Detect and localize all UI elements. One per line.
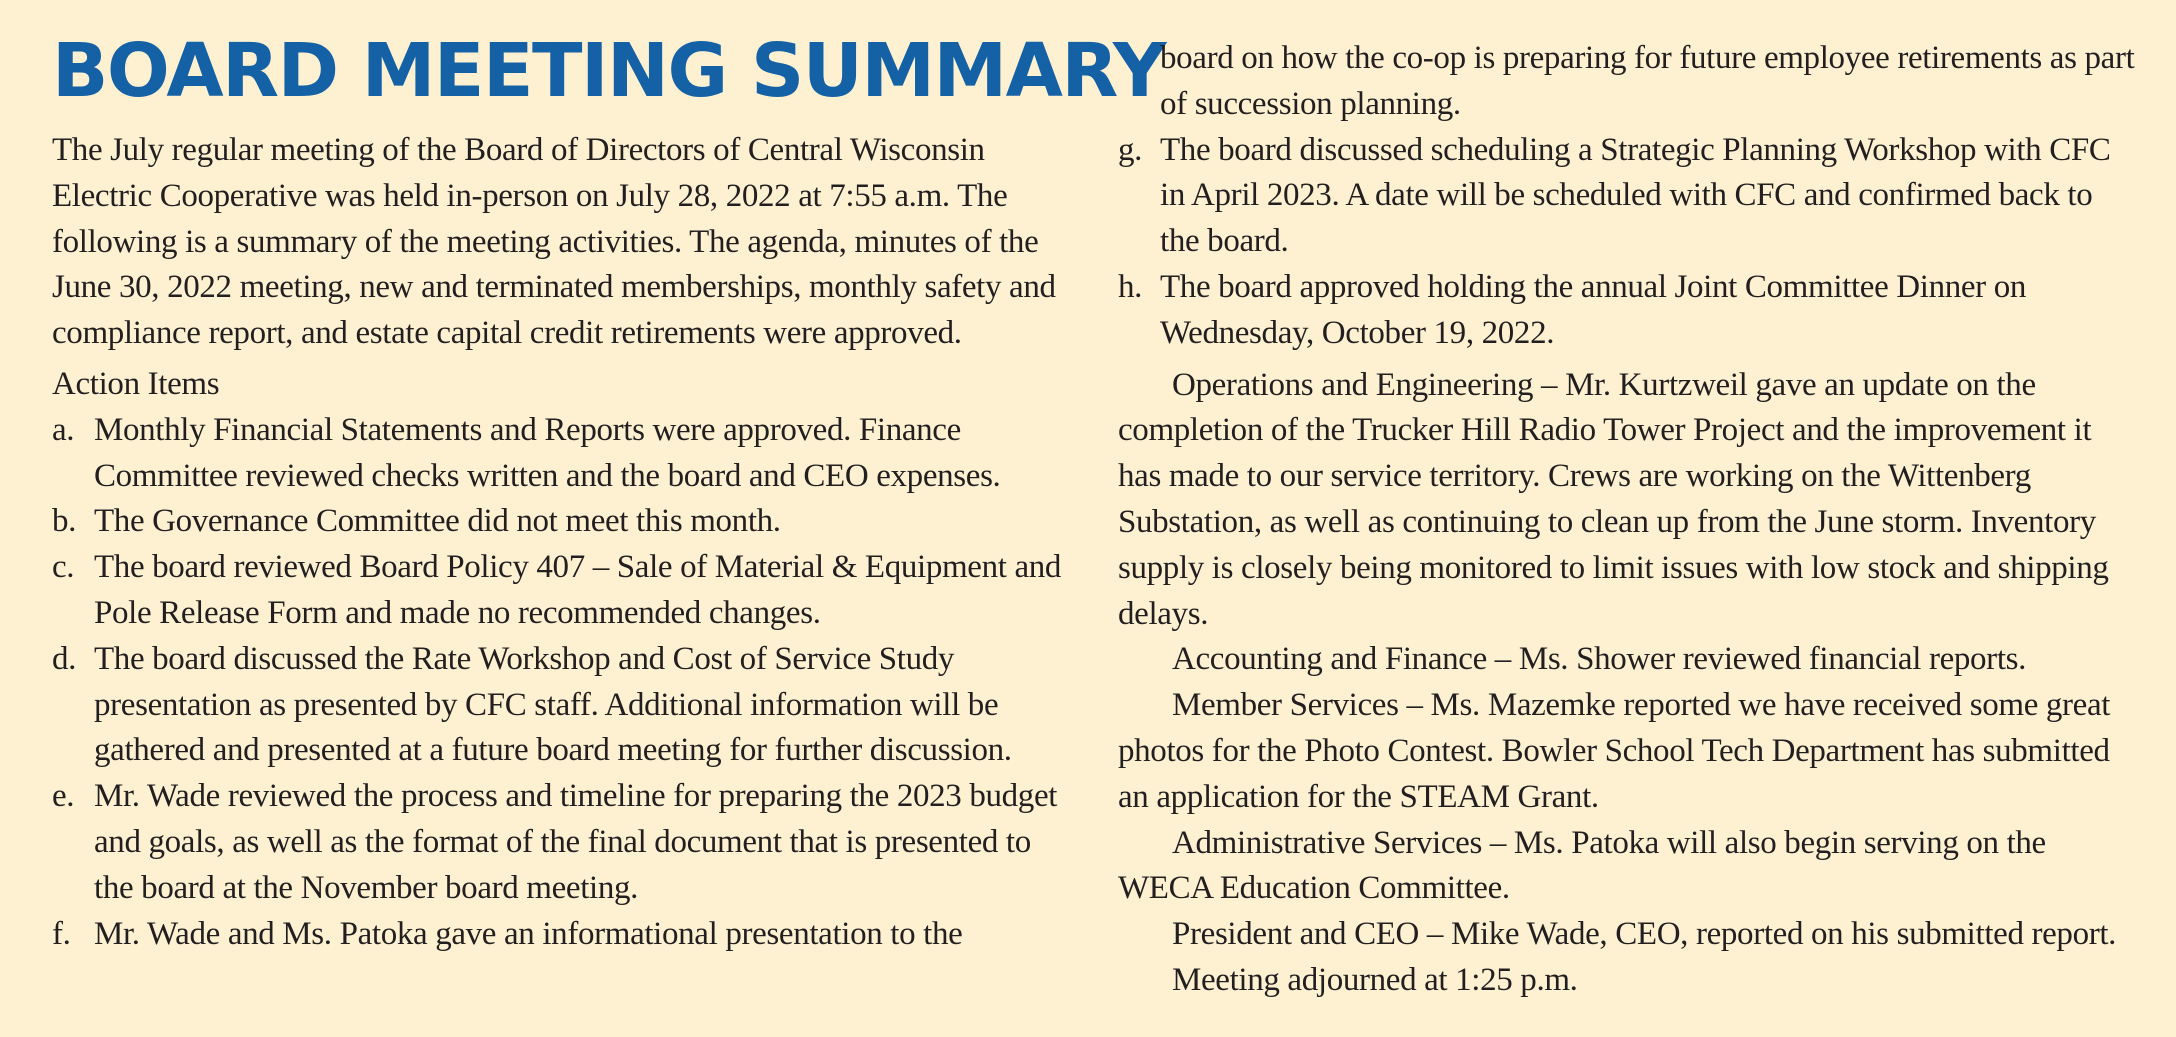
action-item-d [52,637,1072,774]
report-president-ceo: President and CEO – Mike Wade, CEO, reported on his submitted report. [1172,916,2117,953]
item-letter: b. [52,503,77,540]
action-item-g [1118,128,2138,265]
report-administrative: Administrative Services – Ms. Patoka will also begin serving on the WECA Education Committee. [1118,824,2046,907]
right-column [1118,0,2138,1004]
intro-paragraph: The July regular meeting of the Board of Directors of Central Wisconsin Electric Cooperative was held in-person on July 28, 2022 at 7:55 a.m. The following is a summary of the meeting activities. The agenda, minutes of the June 30, 2022 meeting, new and terminated memberships, monthly safety and compliance report, and estate capital credit retirements were approved. [52,132,1056,352]
report-operations: Operations and Engineering – Mr. Kurtzweil gave an update on the completion of the Trucker Hill Radio Tower Project and the improvement it has made to our service territory. Crews are working on the Wittenberg Substation, as well as continuing to clean up from the June storm. Inventory supply is closely being monitored to limit issues with low stock and shipping delays. [1118,366,2109,632]
item-text: The board discussed scheduling a Strategic Planning Workshop with CFC in April 2023. A date will be scheduled with CFC and confirmed back to the board. [1160,131,2111,260]
page-title: BOARD MEETING SUMMARY [52,28,1165,114]
item-text: The board discussed the Rate Workshop and Cost of Service Study presentation as presented by CFC staff. Additional information will be gathered and presented at a future board meeting for further discussion. [94,640,1012,769]
report-accounting: Accounting and Finance – Ms. Shower reviewed financial reports. [1172,641,2027,678]
action-item-c [52,545,1072,637]
item-letter: f. [52,915,71,952]
left-column [52,0,1165,957]
item-text: Mr. Wade and Ms. Patoka gave an informational presentation to the [94,915,963,952]
action-item-h [1118,265,2138,357]
action-item-a [52,408,1072,500]
item-text: The board reviewed Board Policy 407 – Sale of Material & Equipment and Pole Release Form and made no recommended changes. [94,549,1062,631]
item-letter: d. [52,640,77,677]
department-reports [1118,363,2138,1004]
item-letter: g. [1118,131,1143,168]
report-member-services: Member Services – Ms. Mazemke reported we have received some great photos for the Photo Contest. Bowler School Tech Department has submitted an application for the STEAM Grant. [1118,687,2111,815]
meeting-adjourned: Meeting adjourned at 1:25 p.m. [1172,961,1578,998]
item-text: The Governance Committee did not meet this month. [94,503,781,540]
action-item-e [52,774,1072,911]
item-letter: e. [52,778,75,815]
item-text: Mr. Wade reviewed the process and timeline for preparing the 2023 budget and goals, as well as the format of the final document that is presented to the board at the November board meeting. [94,778,1058,906]
action-items-list [52,408,1072,958]
item-letter: a. [52,411,75,448]
action-item-f-continued: board on how the co-op is preparing for future employee retirements as part of succession planning. [1160,40,2135,122]
action-items-heading: Action Items [52,365,220,402]
action-item-f [52,912,1072,958]
action-items-list-continued [1118,128,2138,357]
item-text: Monthly Financial Statements and Reports were approved. Finance Committee reviewed checks written and the board and CEO expenses. [94,411,1001,494]
item-text: The board approved holding the annual Joint Committee Dinner on Wednesday, October 19, 2022. [1160,268,2027,351]
item-letter: c. [52,549,75,586]
action-item-b [52,499,1072,545]
item-letter: h. [1118,268,1143,305]
